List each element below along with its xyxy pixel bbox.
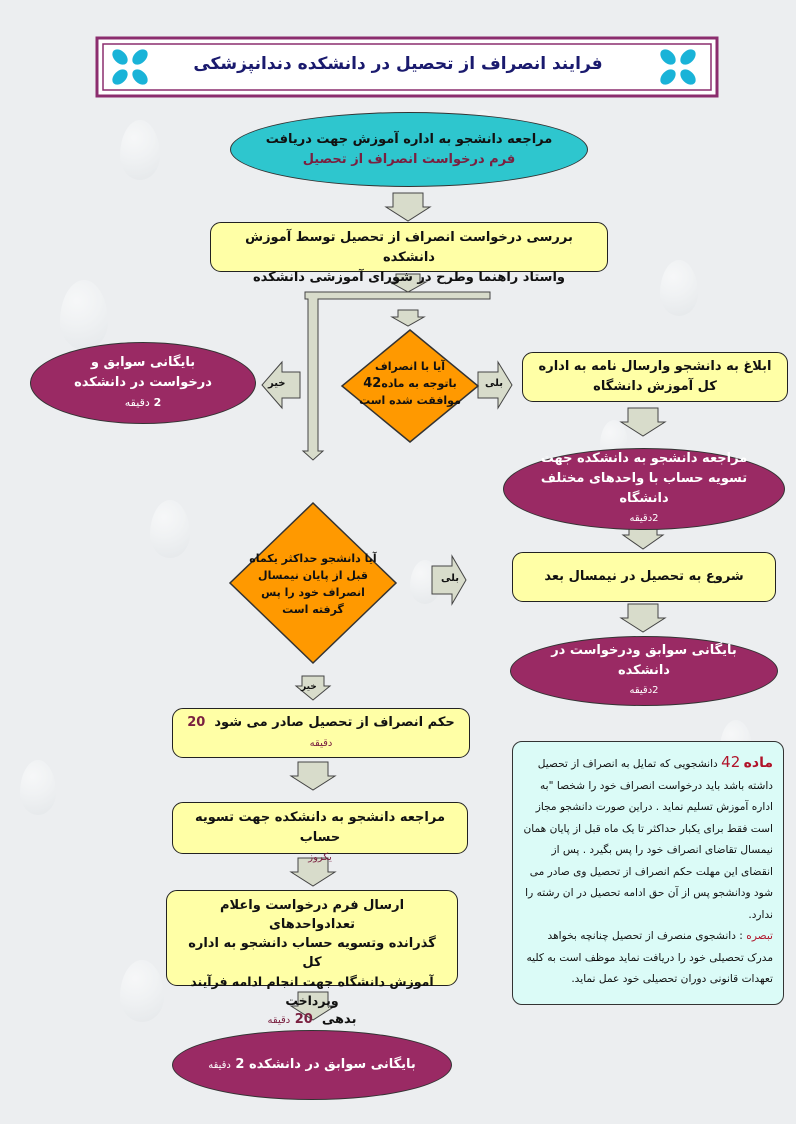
note-footnote-label: تبصره: [746, 930, 773, 942]
step-withdrawal-order: حکم انصراف از تحصیل صادر می شود 20 دقیقه: [172, 708, 470, 758]
step-archive-request: بایگانی سوابق ودرخواست در دانشکده 2دقیقه: [510, 636, 778, 706]
decision-1-text: آیا با انصراف باتوجه به ماده42 موافقت شده است: [359, 360, 461, 407]
decision-2-text: آیا دانشجو حداکثر یکماه قبل از پایان نیمسال انصراف خود را پس گرفته است: [249, 552, 377, 616]
step-archive-no: بایگانی سوابق و درخواست در دانشکده 2 دقیقه: [30, 342, 256, 424]
arrow-down: [386, 193, 430, 221]
step-resume-studies: شروع به تحصیل در نیمسال بعد: [512, 552, 776, 602]
label-no-2: خیر: [301, 682, 317, 692]
label-yes-2: بلی: [441, 573, 459, 584]
note-body: دانشجویی که تمایل به انصراف از تحصیل داشته باشد باید درخواست انصراف خود را شخصا "به اداره آموزش تسلیم نماید . دراین صورت دانشجو مجاز است فقط برای یکبار حداکثر تا یک ماه قبل از پایان همان نیمسال تقاضای انصراف خود را پس بگیرد . پس از انقضای این مهلت حکم انصراف از تحصیل وی صادر می شود ودانشجو پس از آن حق ادامه تحصیل در ان رشته را ندارد.: [523, 758, 773, 921]
note-number: 42: [721, 753, 741, 771]
arrow-down: [291, 762, 335, 790]
note-footnote: : دانشجوی منصرف از تحصیل چنانچه بخواهد مدرک تحصیلی خود را دریافت نماید موظف است به کلیه تعهدات قانونی دوران تحصیلی خود عمل نماید.: [526, 930, 773, 985]
arrow-down: [623, 527, 663, 549]
step-notify-student: ابلاغ به دانشجو وارسال نامه به اداره کل آموزش دانشگاه: [522, 352, 788, 402]
step-review-request: بررسی درخواست انصراف از تحصیل توسط آموزش دانشکده واستاد راهنما وطرح در شورای آموزشی دانشکده: [210, 222, 608, 272]
label-no-1: خیر: [268, 378, 286, 389]
step-send-form: ارسال فرم درخواست واعلام تعدادواحدهای گذرانده وتسویه حساب دانشجو به اداره کل آموزش دانشگاه جهت انجام ادامه فرآیند وپرداخت بدهی 20 دقیقه: [166, 890, 458, 986]
step-settle-accounts: مراجعه دانشجو به دانشکده جهت تسویه حساب با واحدهای مختلف دانشگاه 2دقیقه: [503, 448, 785, 530]
arrow-down: [621, 408, 665, 436]
label-yes-1: بلی: [485, 378, 503, 389]
page-title: فرایند انصراف از تحصیل در دانشکده دندانپزشکی: [193, 54, 603, 74]
note-heading: ماده: [743, 755, 773, 771]
step-settle-faculty: مراجعه دانشجو به دانشکده جهت تسویه حساب یکروز: [172, 802, 468, 854]
step-request-form: مراجعه دانشجو به اداره آموزش جهت دریافت فرم درخواست انصراف از تحصیل: [230, 112, 588, 187]
regulation-note: [512, 741, 784, 1005]
arrow-down: [392, 310, 424, 326]
step-final-archive: بایگانی سوابق در دانشکده 2 دقیقه: [172, 1030, 452, 1100]
arrow-down: [621, 604, 665, 632]
